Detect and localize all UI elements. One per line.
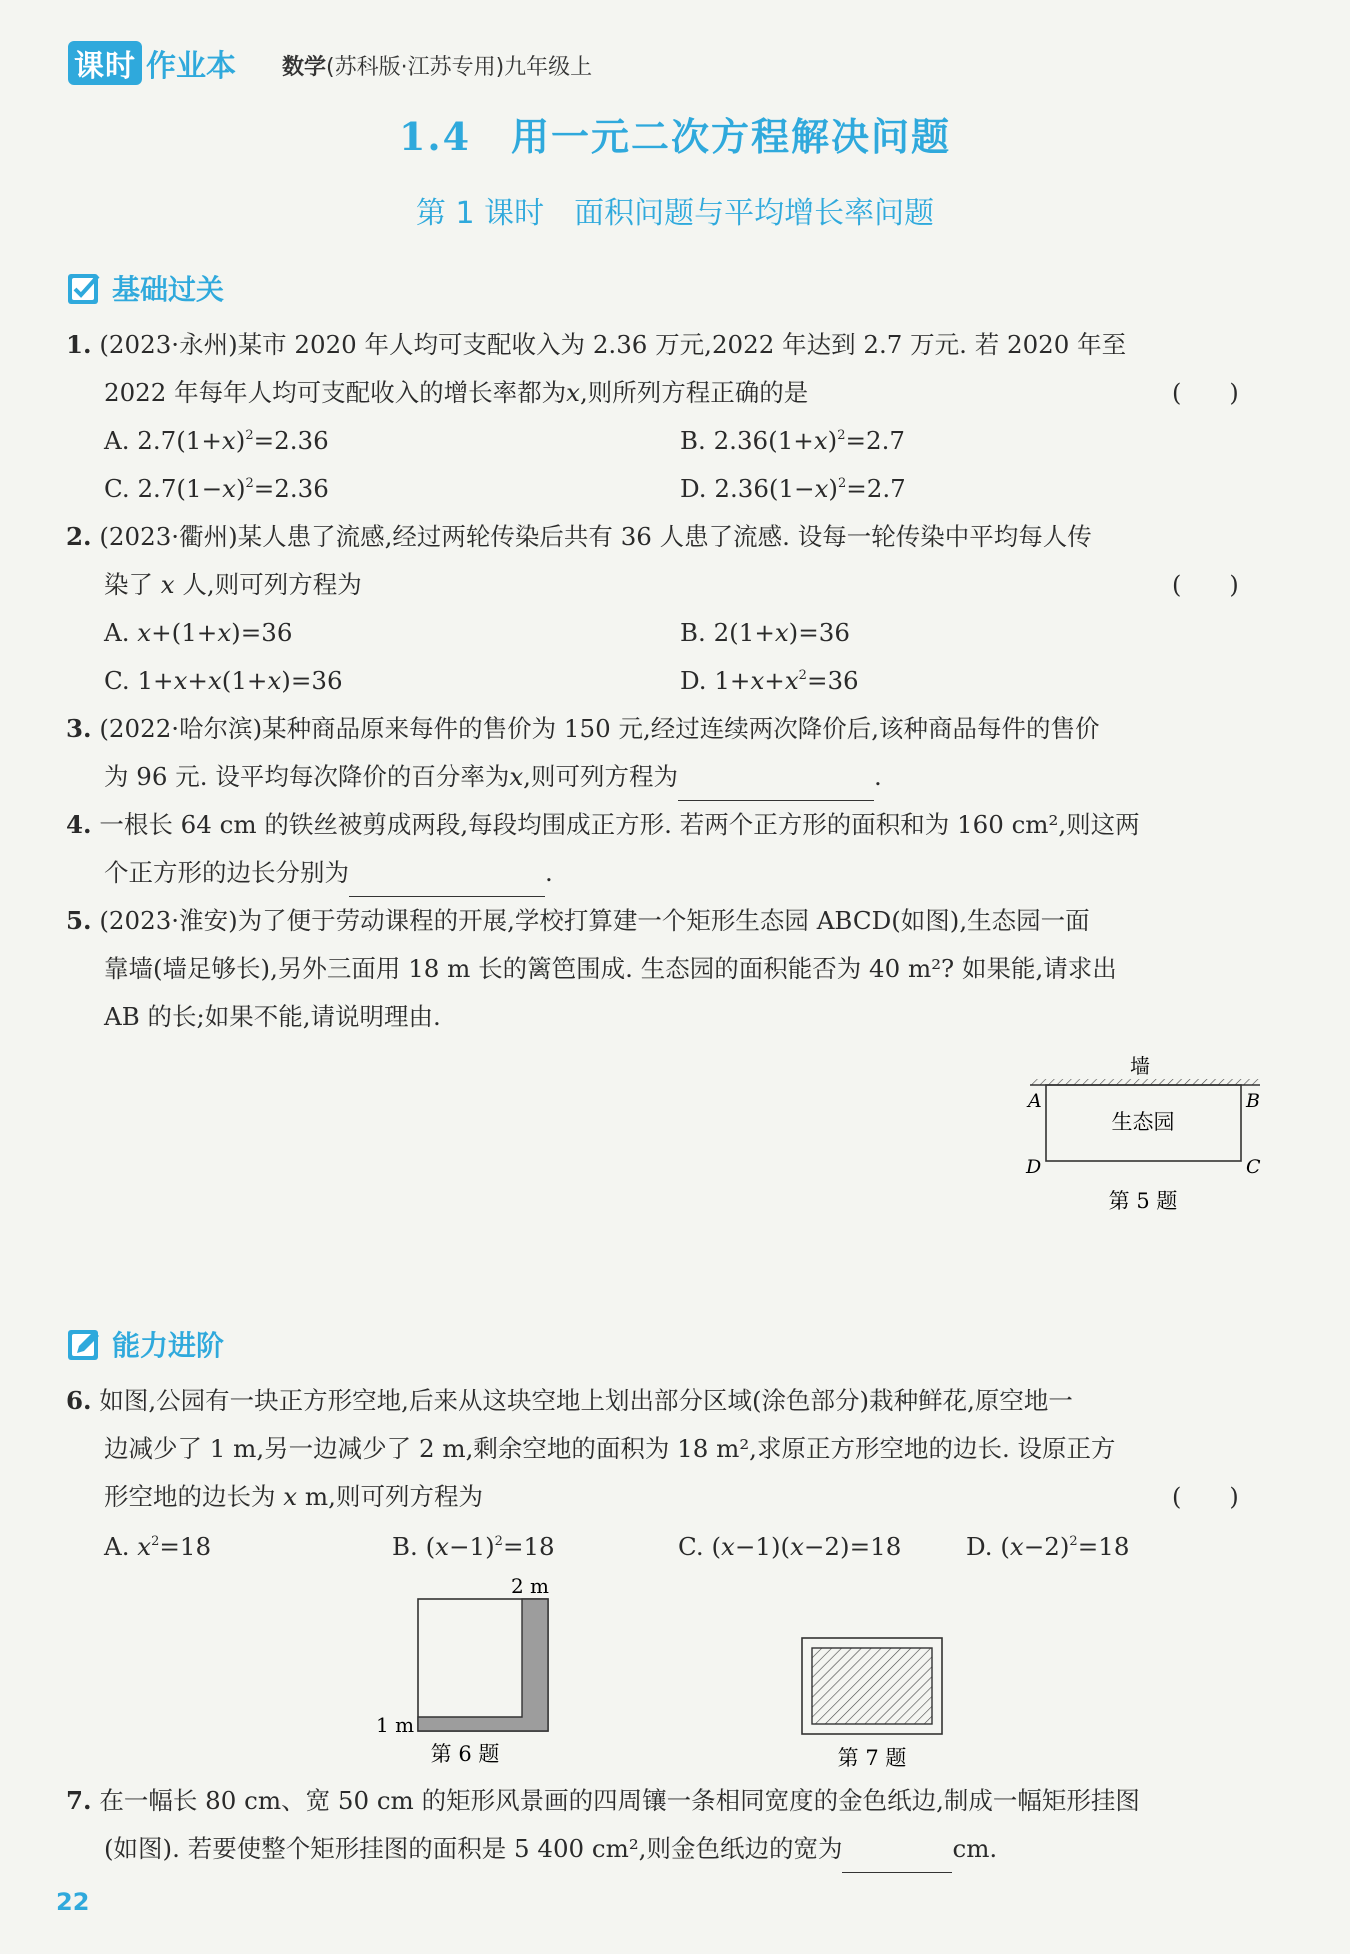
q6-text3a: 形空地的边长为 <box>104 1482 276 1511</box>
q6-option-b[interactable]: B. $(x-1)^2=18$ <box>392 1532 555 1561</box>
q7-line2 <box>104 1825 997 1873</box>
q6-line1 <box>66 1377 1073 1425</box>
q2-var: x <box>160 570 175 599</box>
q3-text2b: ,则可列方程为 <box>523 762 678 791</box>
brand-sub: 作业本 <box>146 49 236 84</box>
q5-text1: (2023·淮安)为了便于劳动课程的开展,学校打算建一个矩形生态园 ABCD(如图),生态园一面 <box>99 906 1090 935</box>
q6-line3 <box>104 1473 483 1521</box>
q2-option-b[interactable]: B. 2(1+x)=36 <box>680 618 850 647</box>
q4-line1 <box>66 801 1140 849</box>
q2-line1 <box>66 513 1092 561</box>
painting-inner <box>812 1648 932 1724</box>
page-number: 22 <box>56 1888 90 1916</box>
lesson-subtitle: 第 1 课时 面积问题与平均增长率问题 <box>415 196 935 231</box>
q6-option-c[interactable]: C. (x−1)(x−2)=18 <box>678 1532 902 1561</box>
q1-text2b: ,则所列方程正确的是 <box>579 378 809 407</box>
subject: 数学 <box>282 55 327 80</box>
q3-text1: (2022·哈尔滨)某种商品原来每件的售价为 150 元,经过连续两次降价后,该种商品每件的售价 <box>99 714 1100 743</box>
point-c: C <box>1246 1156 1261 1178</box>
q3-end: . <box>873 762 882 791</box>
q7-figure <box>790 1630 950 1772</box>
q6-text3b: m,则可列方程为 <box>304 1482 483 1511</box>
q1-option-a-label: A. <box>104 426 130 455</box>
q1-option-d[interactable]: D. $2.36(1-x)^2=2.7$ <box>680 474 906 503</box>
section-advanced <box>66 1324 224 1364</box>
q6-caption: 第 6 题 <box>430 1742 500 1766</box>
q1-line2 <box>104 369 808 417</box>
q2-text2b: 人,则可列方程为 <box>182 570 362 599</box>
q5-caption: 第 5 题 <box>1108 1189 1178 1213</box>
q3-line2 <box>104 753 882 801</box>
q1-option-c[interactable]: C. $2.7(1-x)^2=2.36$ <box>104 474 329 503</box>
q3-line1 <box>66 705 1100 753</box>
section-basic <box>66 268 224 308</box>
label-2m: 2 m <box>510 1575 550 1598</box>
q2-text1: (2023·衢州)某人患了流感,经过两轮传染后共有 36 人患了流感. 设每一轮传染中平均每人传 <box>99 522 1092 551</box>
q4-text1: 一根长 64 cm 的铁丝被剪成两段,每段均围成正方形. 若两个正方形的面积和为 160 cm²,则这两 <box>99 810 1140 839</box>
q6-text1: 如图,公园有一块正方形空地,后来从这块空地上划出部分区域(涂色部分)栽种鲜花,原空地一 <box>99 1386 1073 1415</box>
q4-answer-blank[interactable] <box>349 868 545 897</box>
q1-answer-paren[interactable]: ( ) <box>1172 379 1239 407</box>
q5-line3: AB 的长;如果不能,请说明理由. <box>104 1002 441 1031</box>
q6-option-d[interactable]: D. $(x-2)^2=18$ <box>966 1532 1130 1561</box>
q1-option-d-label: D. <box>680 474 707 503</box>
q1-option-c-label: C. <box>104 474 130 503</box>
q6-answer-paren[interactable]: ( ) <box>1172 1483 1239 1511</box>
wall-label: 墙 <box>1130 1054 1150 1078</box>
label-1m: 1 m <box>376 1713 415 1737</box>
point-d: D <box>1026 1156 1042 1178</box>
brand-main: 课时 <box>68 41 142 85</box>
point-a: A <box>1028 1090 1042 1112</box>
q7-text2b: cm. <box>952 1834 998 1863</box>
q3-answer-blank[interactable] <box>678 772 874 801</box>
q1-number: 1. <box>66 330 92 359</box>
q2-answer-paren[interactable]: ( ) <box>1172 571 1239 599</box>
q5-figure <box>1020 1045 1270 1225</box>
q6-option-a[interactable]: A. $x^2=18$ <box>104 1532 212 1561</box>
q5-number: 5. <box>66 906 92 935</box>
q2-option-d[interactable]: D. $1+x+x^2=36$ <box>680 666 859 695</box>
q5-line1 <box>66 897 1090 945</box>
q4-text2: 个正方形的边长分别为 <box>104 858 349 887</box>
q7-number: 7. <box>66 1786 92 1815</box>
check-icon <box>66 270 102 306</box>
flower-region <box>418 1599 548 1731</box>
q4-line2 <box>104 849 553 897</box>
garden-label: 生态园 <box>1111 1110 1175 1134</box>
book-info <box>282 50 592 81</box>
q4-end: . <box>545 858 553 887</box>
q6-line2: 边减少了 1 m,另一边减少了 2 m,剩余空地的面积为 18 m²,求原正方形空地的边长. 设原正方 <box>104 1434 1116 1463</box>
q1-option-a[interactable]: A. $2.7(1+x)^2=2.36$ <box>104 426 329 455</box>
q1-line1 <box>66 321 1126 369</box>
q3-number: 3. <box>66 714 92 743</box>
q2-number: 2. <box>66 522 92 551</box>
q1-option-b-label: B. <box>680 426 706 455</box>
q7-line1 <box>66 1777 1140 1825</box>
q2-text2a: 染了 <box>104 570 153 599</box>
pencil-icon <box>66 1326 102 1362</box>
q7-text2a: (如图). 若要使整个矩形挂图的面积是 5 400 cm²,则金色纸边的宽为 <box>104 1834 843 1863</box>
q1-option-b[interactable]: B. $2.36(1+x)^2=2.7$ <box>680 426 905 455</box>
edition: (苏科版·江苏专用)九年级上 <box>326 55 593 80</box>
q1-text1: (2023·永州)某市 2020 年人均可支配收入为 2.36 万元,2022 年达到 2.7 万元. 若 2020 年至 <box>99 330 1127 359</box>
wall-hatch <box>1030 1079 1260 1085</box>
point-b: B <box>1246 1090 1260 1112</box>
section-advanced-label: 能力进阶 <box>112 1329 225 1362</box>
q7-text1: 在一幅长 80 cm、宽 50 cm 的矩形风景画的四周镶一条相同宽度的金色纸边,制成一幅矩形挂图 <box>99 1786 1140 1815</box>
q6-number: 6. <box>66 1386 92 1415</box>
q2-option-c[interactable]: C. 1+x+x(1+x)=36 <box>104 666 343 695</box>
brand-logo <box>68 44 236 82</box>
q2-line2 <box>104 561 362 609</box>
q1-text2a: 2022 年每年人均可支配收入的增长率都为 <box>104 378 567 407</box>
q1-var: x <box>566 378 580 407</box>
q3-text2a: 为 96 元. 设平均每次降价的百分率为 <box>104 762 510 791</box>
q5-line2: 靠墙(墙足够长),另外三面用 18 m 长的篱笆围成. 生态园的面积能否为 40 m²? 如果能,请求出 <box>104 954 1117 983</box>
q2-option-a[interactable]: A. x+(1+x)=36 <box>104 618 293 647</box>
q6-figure <box>370 1575 570 1770</box>
q7-answer-blank[interactable] <box>842 1844 952 1873</box>
section-basic-label: 基础过关 <box>112 273 225 306</box>
q7-caption: 第 7 题 <box>837 1746 907 1770</box>
q6-var: x <box>283 1482 298 1511</box>
q3-var: x <box>509 762 524 791</box>
q4-number: 4. <box>66 810 92 839</box>
lesson-title: 1.4 用一元二次方程解决问题 <box>398 114 952 159</box>
